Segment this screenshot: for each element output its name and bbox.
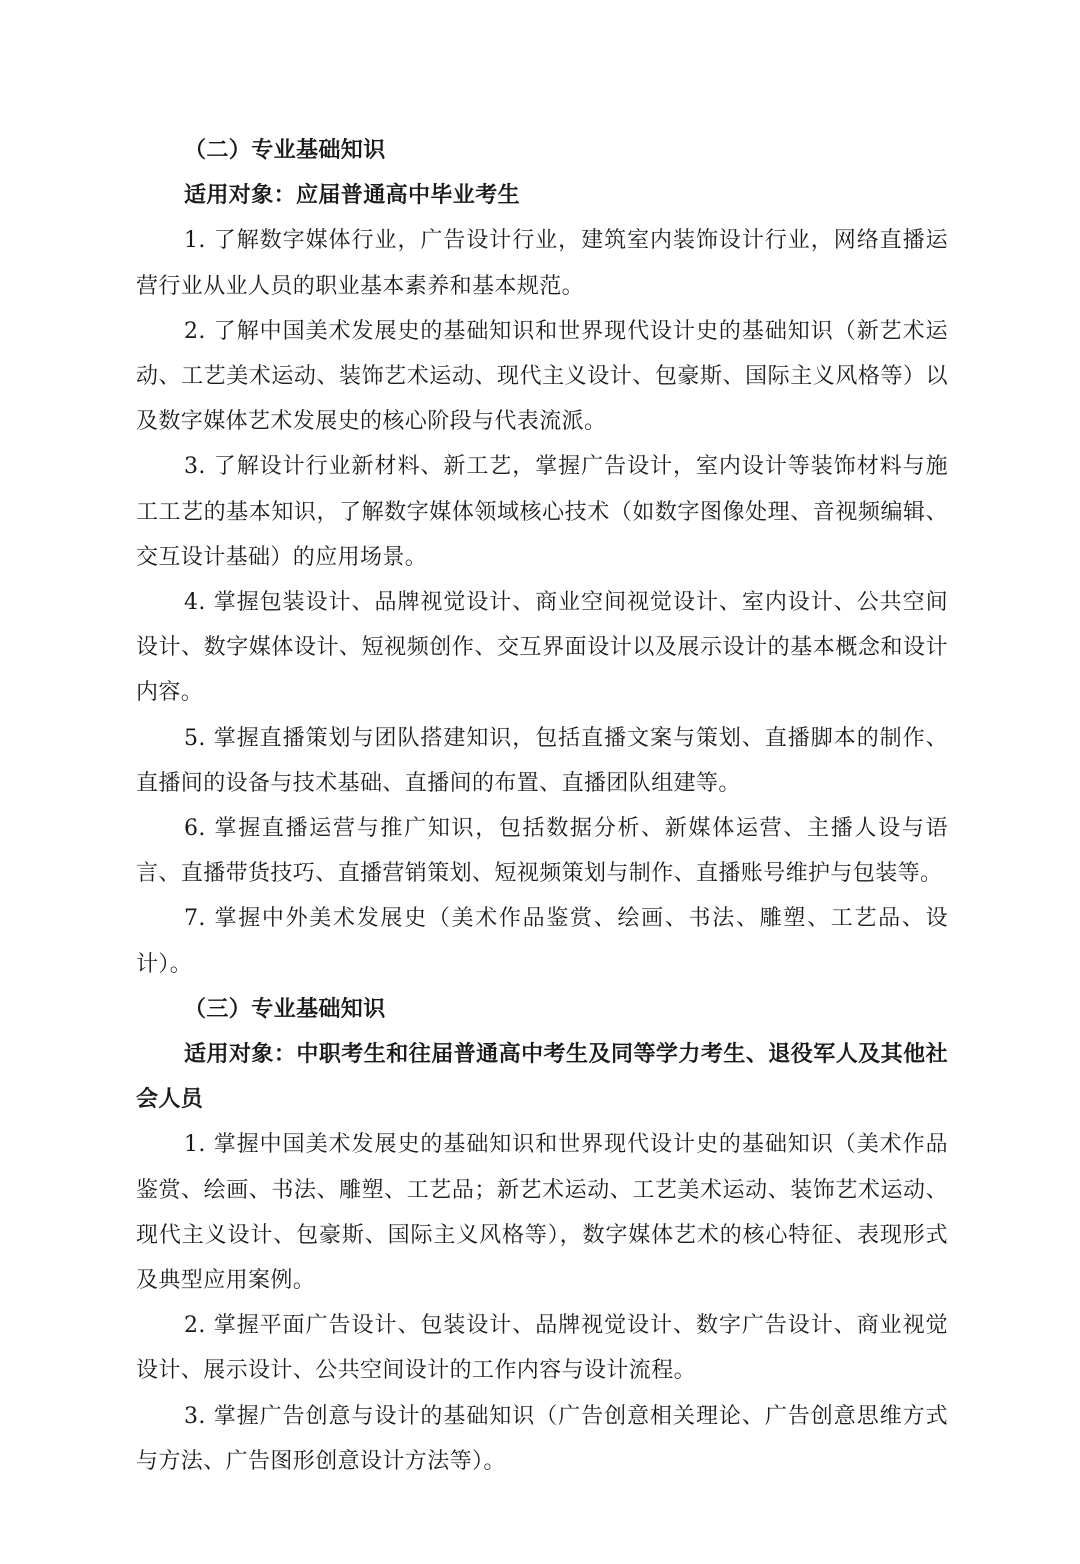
list-item: 3. 了解设计行业新材料、新工艺，掌握广告设计，室内设计等装饰材料与施工工艺的基本知识，了解数字媒体领域核心技术（如数字图像处理、音视频编辑、交互设计基础）的应用场景。	[136, 454, 948, 570]
list-item: 1. 掌握中国美术发展史的基础知识和世界现代设计史的基础知识（美术作品鉴赏、绘画、书法、雕塑、工艺品；新艺术运动、工艺美术运动、装饰艺术运动、现代主义设计、包豪斯、国际主义风格等），数字媒体艺术的核心特征、表现形式及典型应用案例。	[136, 1132, 948, 1294]
list-item: 5. 掌握直播策划与团队搭建知识，包括直播文案与策划、直播脚本的制作、直播间的设备与技术基础、直播间的布置、直播团队组建等。	[136, 725, 948, 796]
list-item: 6. 掌握直播运营与推广知识，包括数据分析、新媒体运营、主播人设与语言、直播带货技巧、直播营销策划、短视频策划与制作、直播账号维护与包装等。	[136, 816, 948, 887]
list-item: 2. 了解中国美术发展史的基础知识和世界现代设计史的基础知识（新艺术运动、工艺美术运动、装饰艺术运动、现代主义设计、包豪斯、国际主义风格等）以及数字媒体艺术发展史的核心阶段与代表流派。	[136, 318, 948, 435]
audience-line: 适用对象：应届普通高中毕业考生	[184, 182, 521, 209]
section-heading: （二）专业基础知识	[184, 137, 386, 163]
section-two	[136, 128, 948, 987]
list-item: 1. 了解数字媒体行业，广告设计行业，建筑室内装饰设计行业，网络直播运营行业从业人员的职业基本素养和基本规范。	[136, 228, 948, 299]
list-item: 3. 掌握广告创意与设计的基础知识（广告创意相关理论、广告创意思维方式与方法、广告图形创意设计方法等）。	[136, 1403, 948, 1474]
section-three	[136, 987, 948, 1484]
list-item: 2. 掌握平面广告设计、包装设计、品牌视觉设计、数字广告设计、商业视觉设计、展示设计、公共空间设计的工作内容与设计流程。	[136, 1313, 948, 1384]
list-item: 4. 掌握包装设计、品牌视觉设计、商业空间视觉设计、室内设计、公共空间设计、数字媒体设计、短视频创作、交互界面设计以及展示设计的基本概念和设计内容。	[136, 590, 948, 706]
list-item: 7. 掌握中外美术发展史（美术作品鉴赏、绘画、书法、雕塑、工艺品、设计）。	[136, 906, 948, 977]
audience-line: 适用对象：中职考生和往届普通高中考生及同等学力考生、退役军人及其他社会人员	[136, 1041, 948, 1113]
section-heading: （三）专业基础知识	[184, 995, 386, 1022]
